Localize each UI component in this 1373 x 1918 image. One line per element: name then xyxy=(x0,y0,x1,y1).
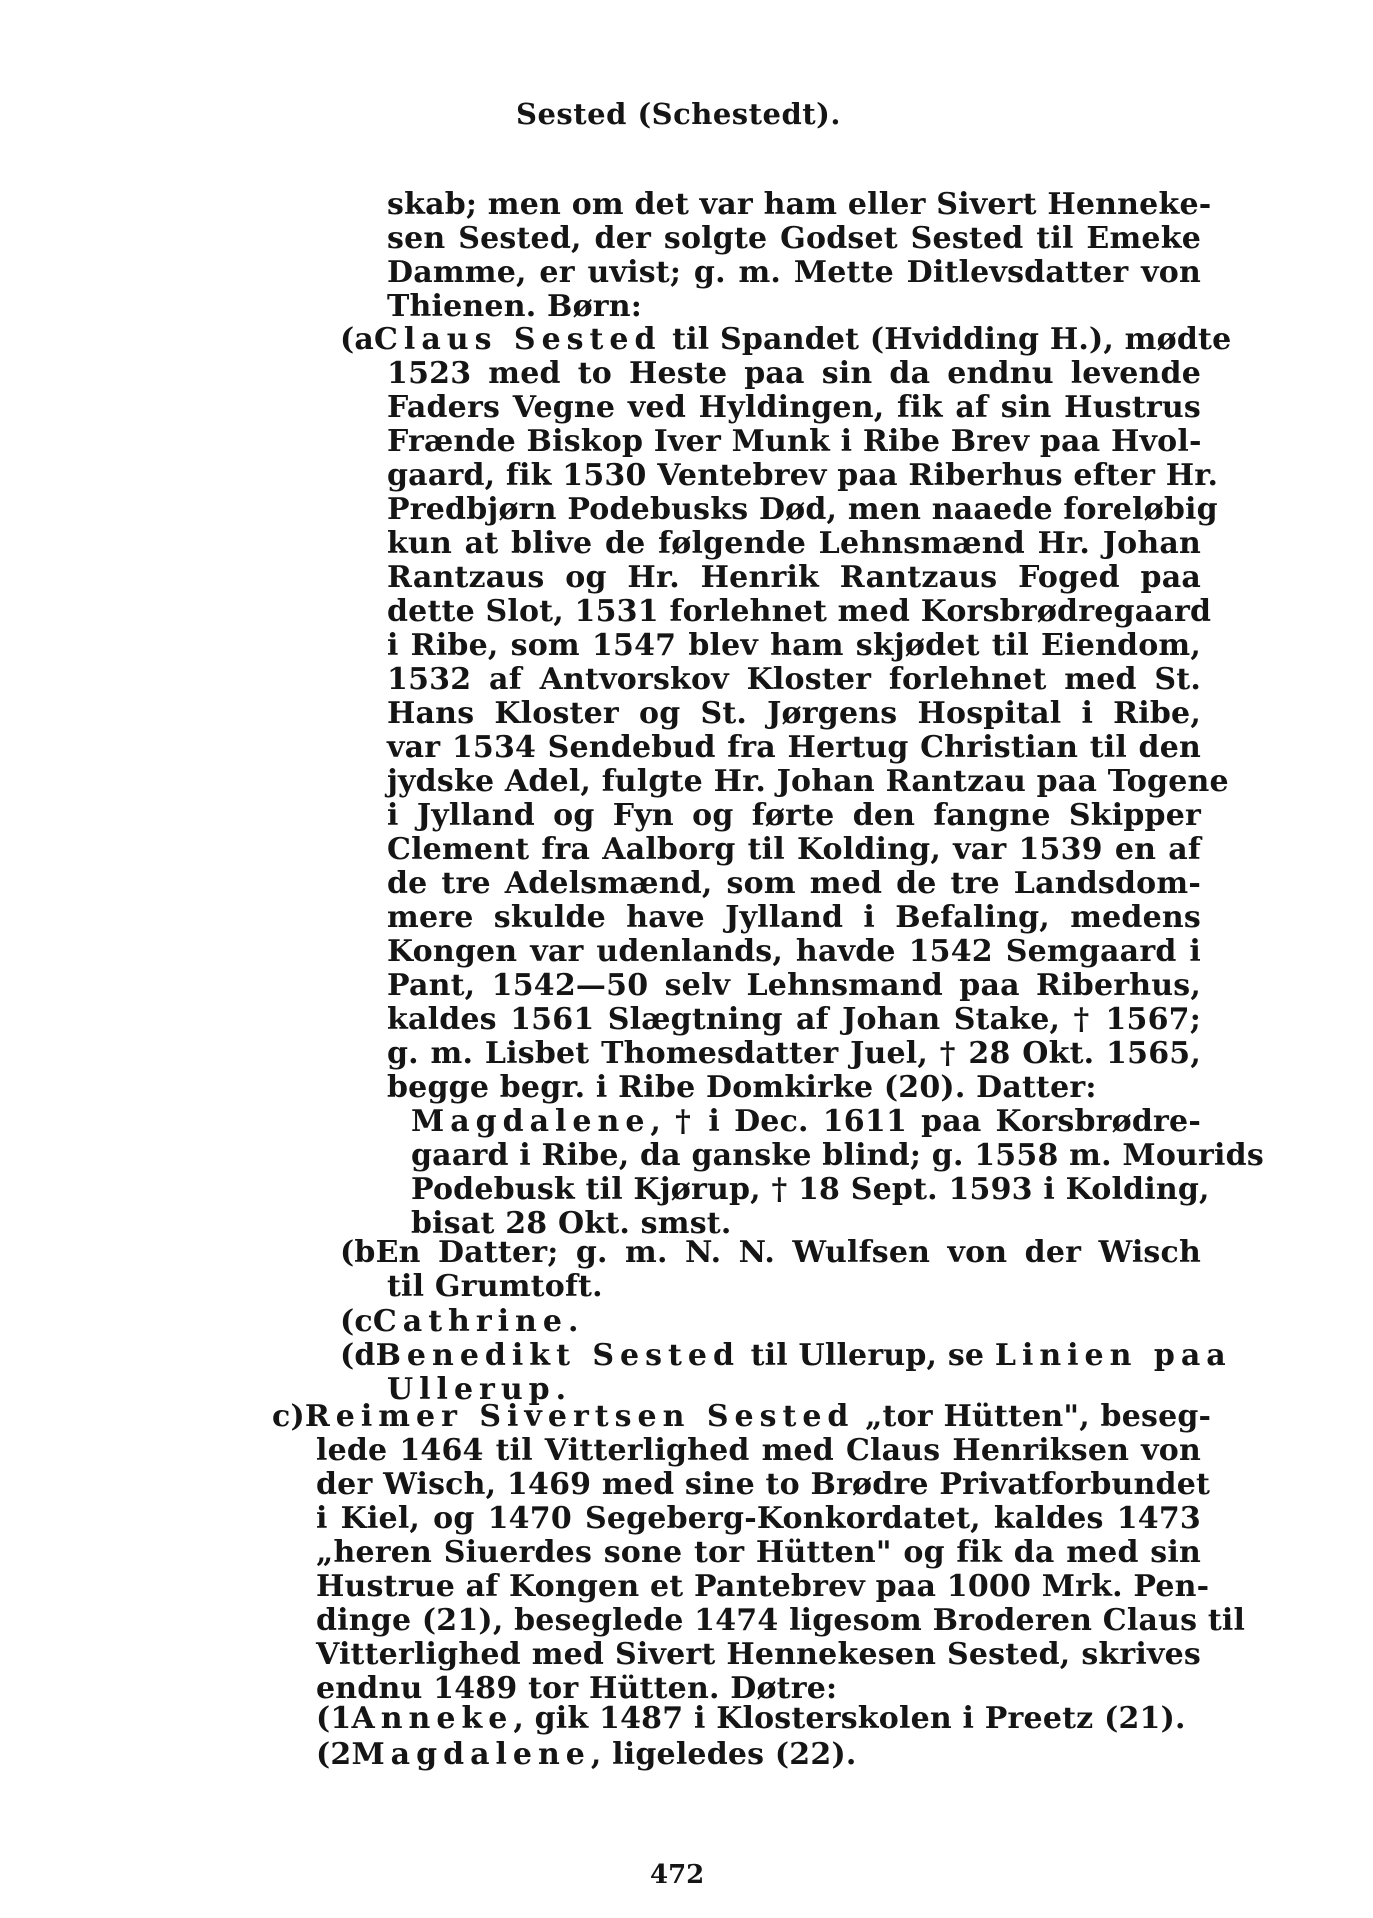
text-line xyxy=(316,1702,1186,1736)
text-line xyxy=(272,1399,1212,1434)
text-line xyxy=(387,731,1201,765)
line-text: Predbjørn Podebusks Død, men naaede foreløbig xyxy=(387,492,1218,527)
line-text: bisat 28 Okt. smst. xyxy=(411,1206,732,1241)
line-text: sen Sested, der solgte Godset Sested til Emeke xyxy=(387,221,1201,256)
text-line xyxy=(411,1105,1201,1139)
text-line xyxy=(316,1569,1210,1604)
text-line xyxy=(387,1270,603,1304)
spaced-text: Linien paa xyxy=(994,1338,1232,1373)
text-line xyxy=(316,1467,1211,1502)
line-text: endnu 1489 tor Hütten. Døtre: xyxy=(316,1671,838,1706)
text-line xyxy=(387,969,1201,1003)
line-text: . xyxy=(555,1372,567,1407)
line-text: til Ullerup, se xyxy=(739,1338,995,1373)
line-text: Hustrue af Kongen et Pantebrev paa 1000 Mrk. Pen- xyxy=(316,1569,1210,1604)
text-line xyxy=(387,1071,1097,1105)
entry-marker: (2 xyxy=(316,1737,352,1772)
text-line xyxy=(316,1434,1201,1468)
person-name: Cathrine xyxy=(372,1304,568,1339)
line-text: Thienen. Børn: xyxy=(387,289,643,324)
text-line xyxy=(411,1138,1264,1173)
line-text: 1532 af Antvorskov Kloster forlehnet med St. xyxy=(387,662,1201,697)
line-text: En Datter; g. m. N. N. Wulfsen von der Wisch xyxy=(375,1235,1201,1270)
text-line xyxy=(387,764,1229,799)
text-line xyxy=(316,1603,1246,1638)
text-line xyxy=(387,629,1201,663)
line-text: 1523 med to Heste paa sin da endnu levende xyxy=(387,356,1201,391)
text-line xyxy=(387,594,1212,629)
line-text: , ligeledes (22). xyxy=(590,1737,857,1772)
line-text: Faders Vegne ved Hyldingen, fik af sin Hustrus xyxy=(387,390,1201,425)
text-line xyxy=(387,663,1201,697)
line-text: , gik 1487 i Klosterskolen i Preetz (21). xyxy=(513,1701,1186,1736)
line-text: i Jylland og Fyn og førte den fangne Skipper xyxy=(387,798,1201,833)
text-line xyxy=(387,833,1201,867)
person-name: Anneke xyxy=(351,1701,514,1736)
line-text: Clement fra Aalborg til Kolding, var 1539 en af xyxy=(387,832,1201,867)
line-text: Rantzaus og Hr. Henrik Rantzaus Foged paa xyxy=(387,560,1201,595)
line-text: i Kiel, og 1470 Segeberg-Konkordatet, kaldes 1473 xyxy=(316,1501,1201,1536)
text-line xyxy=(411,1172,1210,1207)
text-line xyxy=(387,458,1219,493)
text-line xyxy=(387,561,1201,595)
line-text: lede 1464 til Vitterlighed med Claus Henriksen von xyxy=(316,1433,1201,1468)
line-text: var 1534 Sendebud fra Hertug Christian til den xyxy=(387,730,1201,765)
entry-marker: (b xyxy=(340,1235,376,1270)
text-line xyxy=(387,391,1201,425)
text-line xyxy=(340,1338,1232,1373)
line-text: i Ribe, som 1547 blev ham skjødet til Eiendom, xyxy=(387,628,1201,663)
text-line xyxy=(340,1305,579,1339)
page-header: Sested (Schestedt). xyxy=(516,97,841,131)
line-text: skab; men om det var ham eller Sivert Henneke- xyxy=(387,187,1212,222)
text-line xyxy=(387,799,1201,833)
entry-marker: c) xyxy=(272,1399,305,1434)
line-text: kun at blive de følgende Lehnsmænd Hr. Johan xyxy=(387,526,1201,561)
text-line xyxy=(387,527,1201,561)
person-name: Ullerup xyxy=(387,1372,556,1407)
text-line xyxy=(387,935,1201,969)
line-text: Vitterlighed med Sivert Hennekesen Sested, skrives xyxy=(316,1637,1201,1672)
page-number: 472 xyxy=(650,1860,705,1890)
text-line xyxy=(387,256,1201,290)
line-text: kaldes 1561 Slægtning af Johan Stake, † 1567; xyxy=(387,1002,1201,1037)
text-line xyxy=(340,1236,1201,1270)
line-text: Hans Kloster og St. Jørgens Hospital i Ribe, xyxy=(387,696,1201,731)
text-line xyxy=(387,290,642,324)
line-text: . xyxy=(567,1304,579,1339)
line-text: de tre Adelsmænd, som med de tre Landsdom- xyxy=(387,866,1201,901)
line-text: til Grumtoft. xyxy=(387,1269,603,1304)
text-line xyxy=(387,425,1201,459)
text-line xyxy=(316,1536,1201,1570)
text-line xyxy=(387,492,1218,527)
line-text: mere skulde have Jylland i Befaling, medens xyxy=(387,900,1201,935)
text-line xyxy=(316,1638,1201,1672)
text-line xyxy=(387,697,1201,731)
person-name: Reimer Sivertsen Sested xyxy=(304,1399,855,1434)
line-text: gaard, fik 1530 Ventebrev paa Riberhus efter Hr. xyxy=(387,458,1219,493)
person-name: Claus Sested xyxy=(374,322,662,357)
text-line xyxy=(340,322,1232,357)
line-text: der Wisch, 1469 med sine to Brødre Privatforbundet xyxy=(316,1467,1211,1502)
text-line xyxy=(387,187,1212,222)
text-line xyxy=(387,357,1201,391)
text-line xyxy=(387,1037,1201,1071)
entry-marker: (d xyxy=(340,1338,376,1373)
line-text: „tor Hütten", beseg- xyxy=(854,1399,1212,1434)
text-line xyxy=(387,901,1201,935)
line-text: , † i Dec. 1611 paa Korsbrødre- xyxy=(650,1104,1201,1139)
entry-marker: (1 xyxy=(316,1701,352,1736)
line-text: Podebusk til Kjørup, † 18 Sept. 1593 i Kolding, xyxy=(411,1172,1210,1207)
line-text: jydske Adel, fulgte Hr. Johan Rantzau paa Togene xyxy=(387,764,1229,799)
text-line xyxy=(316,1502,1201,1536)
line-text: begge begr. i Ribe Domkirke (20). Datter: xyxy=(387,1070,1097,1105)
entry-marker: (c xyxy=(340,1304,373,1339)
text-line xyxy=(387,1003,1201,1037)
text-line xyxy=(316,1738,857,1772)
line-text: dinge (21), beseglede 1474 ligesom Broderen Claus til xyxy=(316,1603,1246,1638)
person-name: Magdalene xyxy=(351,1737,591,1772)
person-name: Magdalene xyxy=(411,1104,651,1139)
line-text: Kongen var udenlands, havde 1542 Semgaard i xyxy=(387,934,1201,969)
line-text: Pant, 1542—50 selv Lehnsmand paa Riberhus, xyxy=(387,968,1201,1003)
text-line xyxy=(387,222,1201,256)
line-text: Frænde Biskop Iver Munk i Ribe Brev paa Hvol- xyxy=(387,424,1202,459)
text-line xyxy=(387,867,1201,901)
line-text: „heren Siuerdes sone tor Hütten" og fik da med sin xyxy=(316,1535,1201,1570)
line-text: Damme, er uvist; g. m. Mette Ditlevsdatter von xyxy=(387,255,1201,290)
line-text: gaard i Ribe, da ganske blind; g. 1558 m. Mourids xyxy=(411,1138,1264,1173)
person-name: Benedikt Sested xyxy=(375,1338,740,1373)
line-text: g. m. Lisbet Thomesdatter Juel, † 28 Okt. 1565, xyxy=(387,1036,1201,1071)
entry-marker: (a xyxy=(340,322,375,357)
line-text: til Spandet (Hvidding H.), mødte xyxy=(661,322,1232,357)
line-text: dette Slot, 1531 forlehnet med Korsbrødregaard xyxy=(387,594,1212,629)
